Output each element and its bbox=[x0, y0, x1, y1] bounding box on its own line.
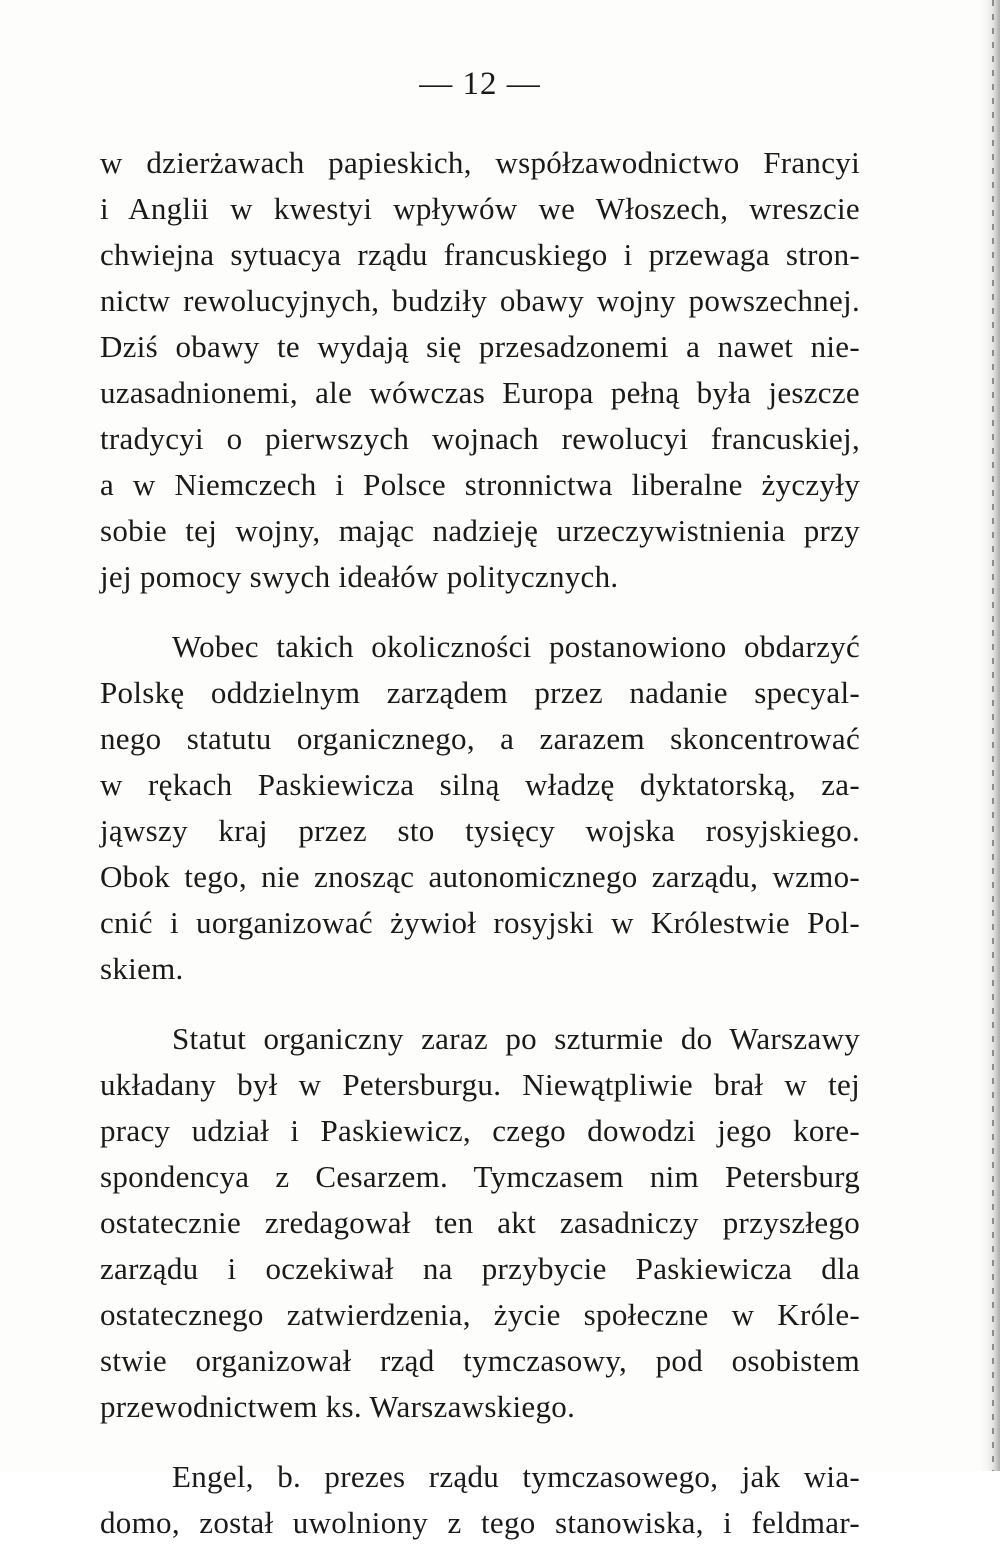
text-line: jąwszy kraj przez sto tysięcy wojska rosyjskiego. bbox=[100, 813, 860, 848]
text-line: Wobec takich okoliczności postanowiono obdarzyć bbox=[172, 629, 860, 664]
text-line: chwiejna sytuacya rządu francuskiego i przewaga stron- bbox=[100, 237, 860, 272]
text-line: przewodnictwem ks. Warszawskiego. bbox=[100, 1389, 576, 1424]
text-line: układany był w Petersburgu. Niewątpliwie brał w tej bbox=[100, 1067, 860, 1102]
text-line: pracy udział i Paskiewicz, czego dowodzi jego kore- bbox=[100, 1113, 860, 1148]
text-line: nictw rewolucyjnych, budziły obawy wojny powszechnej. bbox=[100, 283, 860, 318]
text-line: domo, został uwolniony z tego stanowiska, i feldmar- bbox=[100, 1505, 860, 1540]
text-line: ostatecznego zatwierdzenia, życie społeczne w Króle- bbox=[100, 1297, 860, 1332]
text-line: Polskę oddzielnym zarządem przez nadanie specyal- bbox=[100, 675, 860, 710]
text-line: zarządu i oczekiwał na przybycie Paskiewicza dla bbox=[100, 1251, 860, 1286]
text-line: skiem. bbox=[100, 951, 184, 986]
text-line: ostatecznie zredagował ten akt zasadniczy przyszłego bbox=[100, 1205, 860, 1240]
text-line: tradycyi o pierwszych wojnach rewolucyi francuskiej, bbox=[100, 421, 860, 456]
paragraph-3 bbox=[100, 1016, 860, 1430]
text-line: w dzierżawach papieskich, współzawodnictwo Francyi bbox=[100, 145, 860, 180]
paragraph-1 bbox=[100, 140, 860, 600]
text-line: Engel, b. prezes rządu tymczasowego, jak wia- bbox=[172, 1459, 860, 1494]
text-line: Dziś obawy te wydają się przesadzonemi a nawet nie- bbox=[100, 329, 860, 364]
text-line: uzasadnionemi, ale wówczas Europa pełną była jeszcze bbox=[100, 375, 860, 410]
scan-edge-line bbox=[992, 0, 994, 1471]
text-line: stwie organizował rząd tymczasowy, pod osobistem bbox=[100, 1343, 860, 1378]
text-line: spondencya z Cesarzem. Tymczasem nim Petersburg bbox=[100, 1159, 860, 1194]
text-line: w rękach Paskiewicza silną władzę dyktatorską, za- bbox=[100, 767, 860, 802]
text-line: jej pomocy swych ideałów politycznych. bbox=[100, 559, 619, 594]
paragraph-2 bbox=[100, 624, 860, 992]
text-line: a w Niemczech i Polsce stronnictwa liberalne życzyły bbox=[100, 467, 860, 502]
text-line: nego statutu organicznego, a zarazem skoncentrować bbox=[100, 721, 860, 756]
text-line: i Anglii w kwestyi wpływów we Włoszech, wreszcie bbox=[100, 191, 860, 226]
paragraph-4 bbox=[100, 1454, 860, 1546]
text-line: sobie tej wojny, mając nadzieję urzeczywistnienia przy bbox=[100, 513, 860, 548]
scan-edge-shadow bbox=[978, 0, 1000, 1471]
text-line: Obok tego, nie znosząc autonomicznego zarządu, wzmo- bbox=[100, 859, 860, 894]
text-line: cnić i uorganizować żywioł rosyjski w Królestwie Pol- bbox=[100, 905, 860, 940]
body-text bbox=[100, 140, 860, 1546]
text-line: Statut organiczny zaraz po szturmie do Warszawy bbox=[172, 1021, 860, 1056]
page-number: — 12 — bbox=[419, 66, 541, 102]
